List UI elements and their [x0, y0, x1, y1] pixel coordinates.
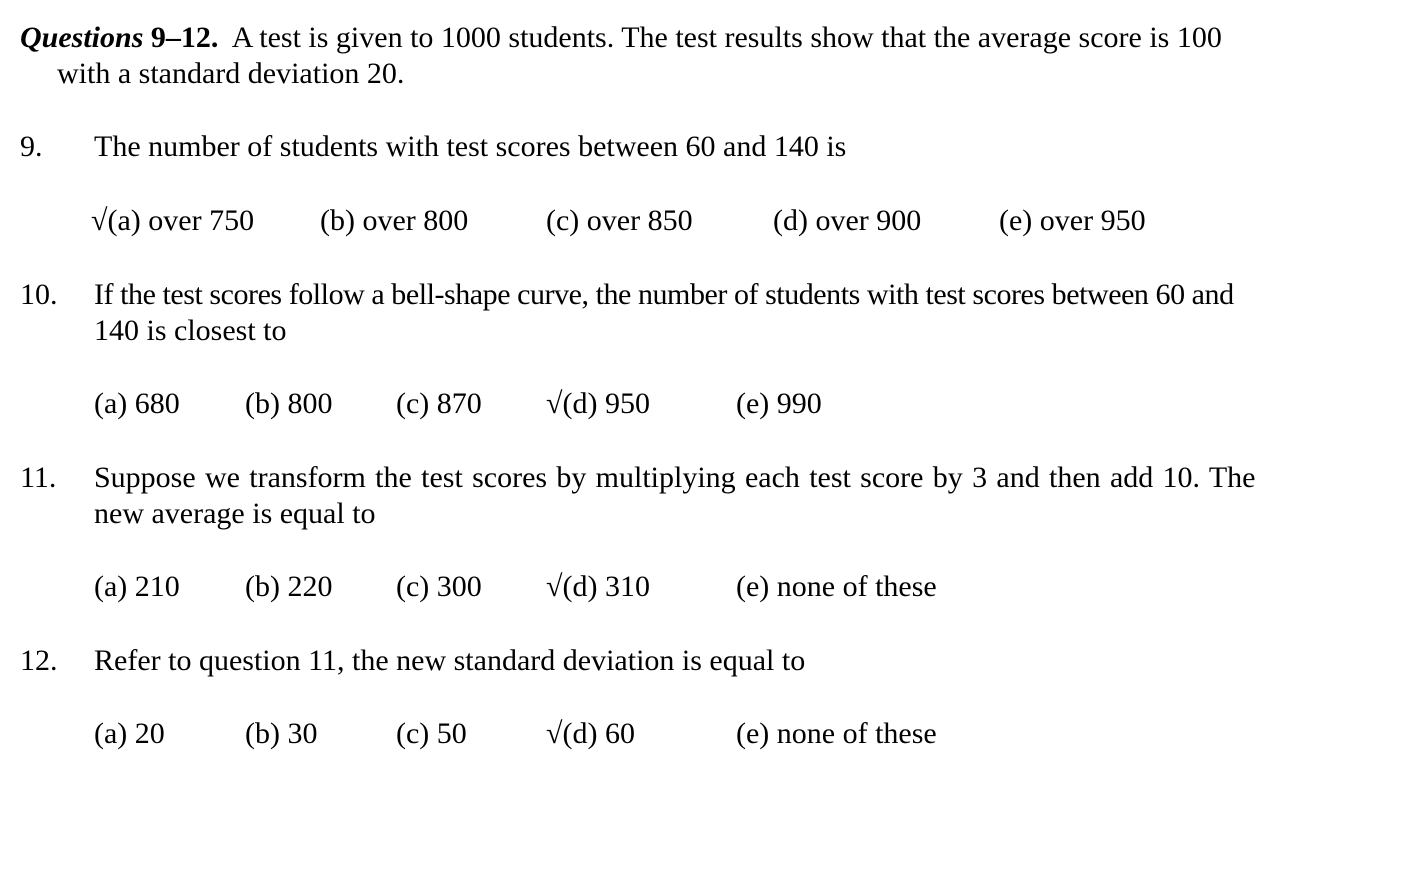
option-e[interactable]: (e) none of these — [736, 717, 937, 750]
question-stem: The number of students with test scores between 60 and 140 is — [94, 130, 847, 163]
option-e[interactable]: (e) none of these — [736, 570, 937, 603]
check-mark-icon: √ — [546, 717, 563, 750]
option-b[interactable]: (b) 220 — [245, 570, 333, 603]
option-e[interactable]: (e) 990 — [736, 387, 822, 420]
check-mark-icon: √ — [91, 204, 108, 237]
option-b[interactable]: (b) 30 — [245, 717, 318, 750]
option-d[interactable]: √(d) 60 — [546, 717, 635, 750]
intro-line-2: with a standard deviation 20. — [57, 57, 405, 90]
option-d[interactable]: √(d) 310 — [546, 570, 650, 603]
question-number: 12. — [20, 644, 58, 677]
question-stem: new average is equal to — [94, 497, 376, 530]
check-mark-icon: √ — [546, 387, 563, 420]
intro-text-1: A test is given to 1000 students. The test results show that the average score is 100 — [231, 21, 1222, 54]
option-c[interactable]: (c) 870 — [396, 387, 482, 420]
option-a[interactable]: (a) 210 — [94, 570, 180, 603]
option-b[interactable]: (b) over 800 — [320, 204, 469, 237]
question-number: 9. — [20, 130, 43, 163]
option-c[interactable]: (c) 300 — [396, 570, 482, 603]
option-c[interactable]: (c) 50 — [396, 717, 467, 750]
question-stem: If the test scores follow a bell-shape curve, the number of students with test scores between 60 and — [94, 278, 1234, 311]
question-stem: 140 is closest to — [94, 314, 287, 347]
question-stem: Suppose we transform the test scores by multiplying each test score by 3 and then add 10. The — [94, 461, 1256, 494]
option-d[interactable]: √(d) 950 — [546, 387, 650, 420]
check-mark-icon: √ — [546, 570, 563, 603]
question-number: 11. — [20, 461, 57, 494]
intro-label: Questions — [20, 21, 144, 54]
intro-line-1 — [20, 20, 1222, 56]
option-a[interactable]: (a) 680 — [94, 387, 180, 420]
intro-range: 9–12. — [143, 21, 219, 54]
question-stem: Refer to question 11, the new standard deviation is equal to — [94, 644, 806, 677]
option-c[interactable]: (c) over 850 — [546, 204, 693, 237]
option-e[interactable]: (e) over 950 — [999, 204, 1146, 237]
option-b[interactable]: (b) 800 — [245, 387, 333, 420]
option-a[interactable]: √(a) over 750 — [91, 204, 255, 237]
option-a[interactable]: (a) 20 — [94, 717, 165, 750]
option-d[interactable]: (d) over 900 — [773, 204, 922, 237]
question-number: 10. — [20, 278, 58, 311]
